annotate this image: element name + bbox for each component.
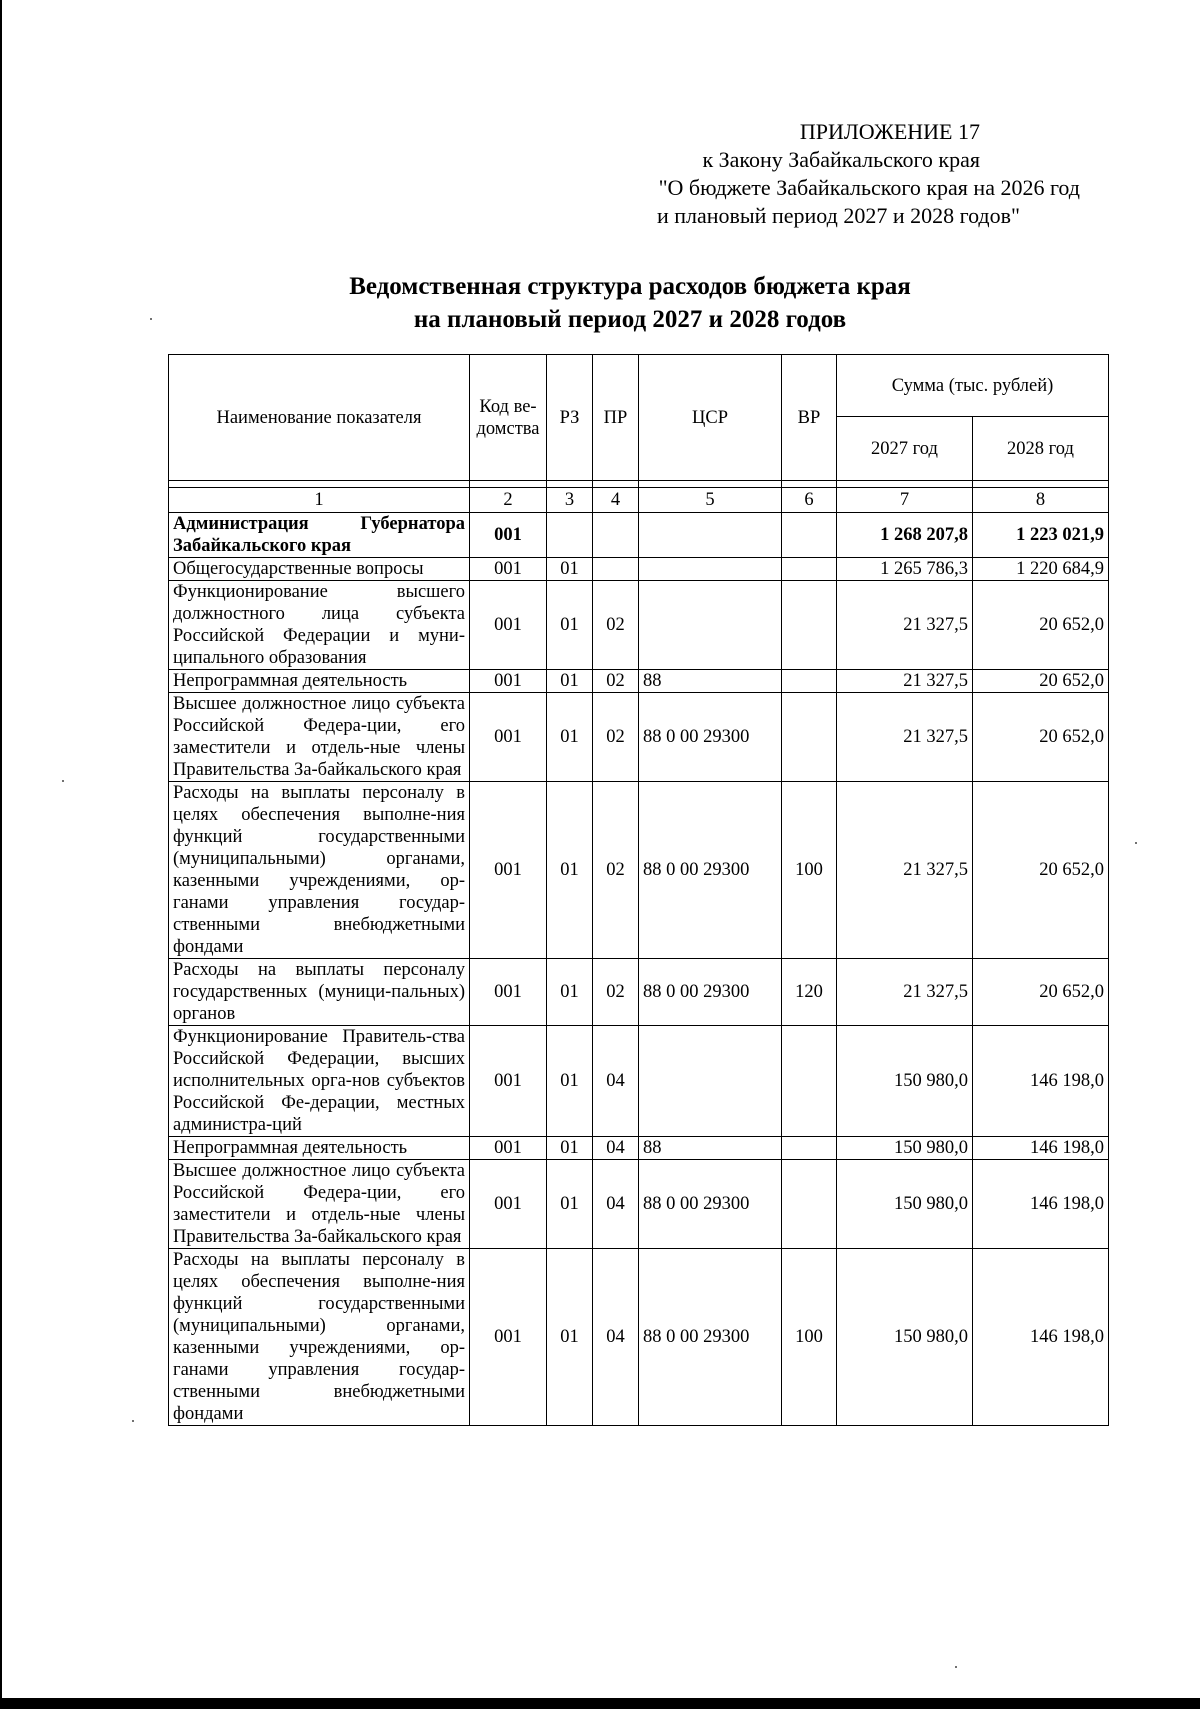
column-number: 2 [470, 488, 547, 513]
row-amount-2028: 20 652,0 [973, 959, 1109, 1026]
row-dept-code: 001 [470, 1137, 547, 1160]
row-pr: 04 [593, 1160, 639, 1249]
row-name: Функционирование высшего должностного лица субъекта Российской Федерации и муни-ципального образования [169, 581, 470, 670]
header-sum: Сумма (тыс. рублей) [837, 355, 1109, 417]
row-amount-2028: 1 220 684,9 [973, 558, 1109, 581]
row-amount-2028: 20 652,0 [973, 581, 1109, 670]
row-rz: 01 [547, 693, 593, 782]
header-pr: ПР [593, 355, 639, 481]
row-pr: 04 [593, 1137, 639, 1160]
row-csr [639, 513, 782, 558]
document-title [220, 270, 1040, 336]
row-csr [639, 558, 782, 581]
row-name: Высшее должностное лицо субъекта Российской Федера-ции, его заместители и отдель-ные члены Правительства За-байкальского края [169, 693, 470, 782]
row-rz [547, 513, 593, 558]
row-dept-code: 001 [470, 693, 547, 782]
row-csr [639, 1026, 782, 1137]
row-name: Администрация Губернатора Забайкальского края [169, 513, 470, 558]
row-amount-2028: 146 198,0 [973, 1249, 1109, 1426]
annex-law-title: "О бюджете Забайкальского края на 2026 год [658, 175, 1080, 200]
document-title-line-1: Ведомственная структура расходов бюджета края [349, 273, 911, 300]
row-csr: 88 0 00 29300 [639, 1249, 782, 1426]
row-amount-2028: 1 223 021,9 [973, 513, 1109, 558]
row-dept-code: 001 [470, 581, 547, 670]
table-row [169, 513, 1109, 558]
row-amount-2027: 1 268 207,8 [837, 513, 973, 558]
row-name: Общегосударственные вопросы [169, 558, 470, 581]
table-row [169, 670, 1109, 693]
row-amount-2027: 21 327,5 [837, 782, 973, 959]
row-dept-code: 001 [470, 1026, 547, 1137]
row-csr: 88 0 00 29300 [639, 1160, 782, 1249]
header-rz: РЗ [547, 355, 593, 481]
scan-speck [955, 1666, 957, 1668]
header-vr: ВР [782, 355, 837, 481]
row-name: Высшее должностное лицо субъекта Российской Федера-ции, его заместители и отдель-ные члены Правительства За-байкальского края [169, 1160, 470, 1249]
scan-speck [132, 1420, 134, 1422]
row-vr [782, 1026, 837, 1137]
row-vr [782, 1137, 837, 1160]
row-name: Расходы на выплаты персоналу государственных (муници-пальных) органов [169, 959, 470, 1026]
table-row [169, 1160, 1109, 1249]
row-rz: 01 [547, 670, 593, 693]
row-csr: 88 0 00 29300 [639, 782, 782, 959]
column-number-row [169, 488, 1109, 513]
scan-edge-left [0, 0, 2, 1709]
row-amount-2027: 150 980,0 [837, 1160, 973, 1249]
row-pr: 02 [593, 670, 639, 693]
row-pr: 02 [593, 782, 639, 959]
row-vr [782, 693, 837, 782]
row-amount-2027: 21 327,5 [837, 959, 973, 1026]
row-csr: 88 [639, 670, 782, 693]
header-year-2027: 2027 год [837, 417, 973, 481]
budget-table [168, 354, 1109, 1426]
scan-speck [150, 318, 152, 320]
row-amount-2028: 20 652,0 [973, 693, 1109, 782]
table-row [169, 558, 1109, 581]
row-amount-2027: 1 265 786,3 [837, 558, 973, 581]
header-name: Наименование показателя [169, 355, 470, 481]
column-number: 8 [973, 488, 1109, 513]
column-number: 7 [837, 488, 973, 513]
row-name: Функционирование Правитель-ства Российской Федерации, высших исполнительных орга-нов субъектов Российской Фе-дерации, местных администра-ций [169, 1026, 470, 1137]
row-amount-2027: 21 327,5 [837, 581, 973, 670]
row-rz: 01 [547, 1160, 593, 1249]
row-dept-code: 001 [470, 959, 547, 1026]
row-csr [639, 581, 782, 670]
row-pr [593, 558, 639, 581]
row-rz: 01 [547, 959, 593, 1026]
row-dept-code: 001 [470, 1160, 547, 1249]
row-dept-code: 001 [470, 1249, 547, 1426]
row-rz: 01 [547, 1026, 593, 1137]
row-name: Расходы на выплаты персоналу в целях обеспечения выполне-ния функций государственными (муниципальными) органами, казенными учреждениями, ор-ганами управления государ-ственными внебюджетными фондами [169, 1249, 470, 1426]
row-amount-2027: 150 980,0 [837, 1249, 973, 1426]
column-number: 3 [547, 488, 593, 513]
row-csr: 88 0 00 29300 [639, 693, 782, 782]
column-number: 6 [782, 488, 837, 513]
row-vr [782, 670, 837, 693]
annex-header [560, 118, 1080, 230]
row-vr [782, 1160, 837, 1249]
row-pr: 02 [593, 959, 639, 1026]
row-pr: 04 [593, 1249, 639, 1426]
table-row [169, 959, 1109, 1026]
row-amount-2028: 20 652,0 [973, 670, 1109, 693]
header-dept-code: Код ве-домства [470, 355, 547, 481]
document-title-line-2: на плановый период 2027 и 2028 годов [413, 306, 847, 333]
header-csr: ЦСР [639, 355, 782, 481]
row-vr [782, 581, 837, 670]
table-row [169, 782, 1109, 959]
row-name: Расходы на выплаты персоналу в целях обеспечения выполне-ния функций государственными (муниципальными) органами, казенными учреждениями, ор-ганами управления государ-ственными внебюджетными фондами [169, 782, 470, 959]
row-amount-2027: 21 327,5 [837, 670, 973, 693]
row-name: Непрограммная деятельность [169, 670, 470, 693]
row-amount-2028: 146 198,0 [973, 1026, 1109, 1137]
table-row [169, 1249, 1109, 1426]
table-row [169, 1026, 1109, 1137]
scan-edge-bottom [0, 1698, 1200, 1709]
row-dept-code: 001 [470, 513, 547, 558]
scan-speck [62, 780, 64, 782]
table-row [169, 693, 1109, 782]
scan-speck [1135, 842, 1137, 844]
row-vr [782, 513, 837, 558]
column-number: 4 [593, 488, 639, 513]
row-vr [782, 558, 837, 581]
row-dept-code: 001 [470, 558, 547, 581]
row-rz: 01 [547, 1249, 593, 1426]
row-amount-2028: 146 198,0 [973, 1137, 1109, 1160]
row-pr: 04 [593, 1026, 639, 1137]
row-amount-2028: 20 652,0 [973, 782, 1109, 959]
row-amount-2028: 146 198,0 [973, 1160, 1109, 1249]
row-pr: 02 [593, 581, 639, 670]
row-csr: 88 [639, 1137, 782, 1160]
row-vr: 100 [782, 782, 837, 959]
header-gap [169, 481, 1109, 488]
header-year-2028: 2028 год [973, 417, 1109, 481]
annex-law-ref: к Закону Забайкальского края [702, 147, 980, 172]
row-amount-2027: 150 980,0 [837, 1137, 973, 1160]
table-row [169, 581, 1109, 670]
row-name: Непрограммная деятельность [169, 1137, 470, 1160]
row-csr: 88 0 00 29300 [639, 959, 782, 1026]
row-rz: 01 [547, 1137, 593, 1160]
row-amount-2027: 21 327,5 [837, 693, 973, 782]
row-vr: 100 [782, 1249, 837, 1426]
column-number: 1 [169, 488, 470, 513]
row-pr [593, 513, 639, 558]
row-rz: 01 [547, 782, 593, 959]
table-row [169, 1137, 1109, 1160]
row-amount-2027: 150 980,0 [837, 1026, 973, 1137]
annex-law-period: и плановый период 2027 и 2028 годов" [656, 203, 1020, 228]
annex-number: ПРИЛОЖЕНИЕ 17 [799, 119, 980, 144]
row-dept-code: 001 [470, 670, 547, 693]
row-pr: 02 [593, 693, 639, 782]
table-body [169, 513, 1109, 1426]
row-vr: 120 [782, 959, 837, 1026]
row-rz: 01 [547, 558, 593, 581]
row-rz: 01 [547, 581, 593, 670]
column-number: 5 [639, 488, 782, 513]
row-dept-code: 001 [470, 782, 547, 959]
